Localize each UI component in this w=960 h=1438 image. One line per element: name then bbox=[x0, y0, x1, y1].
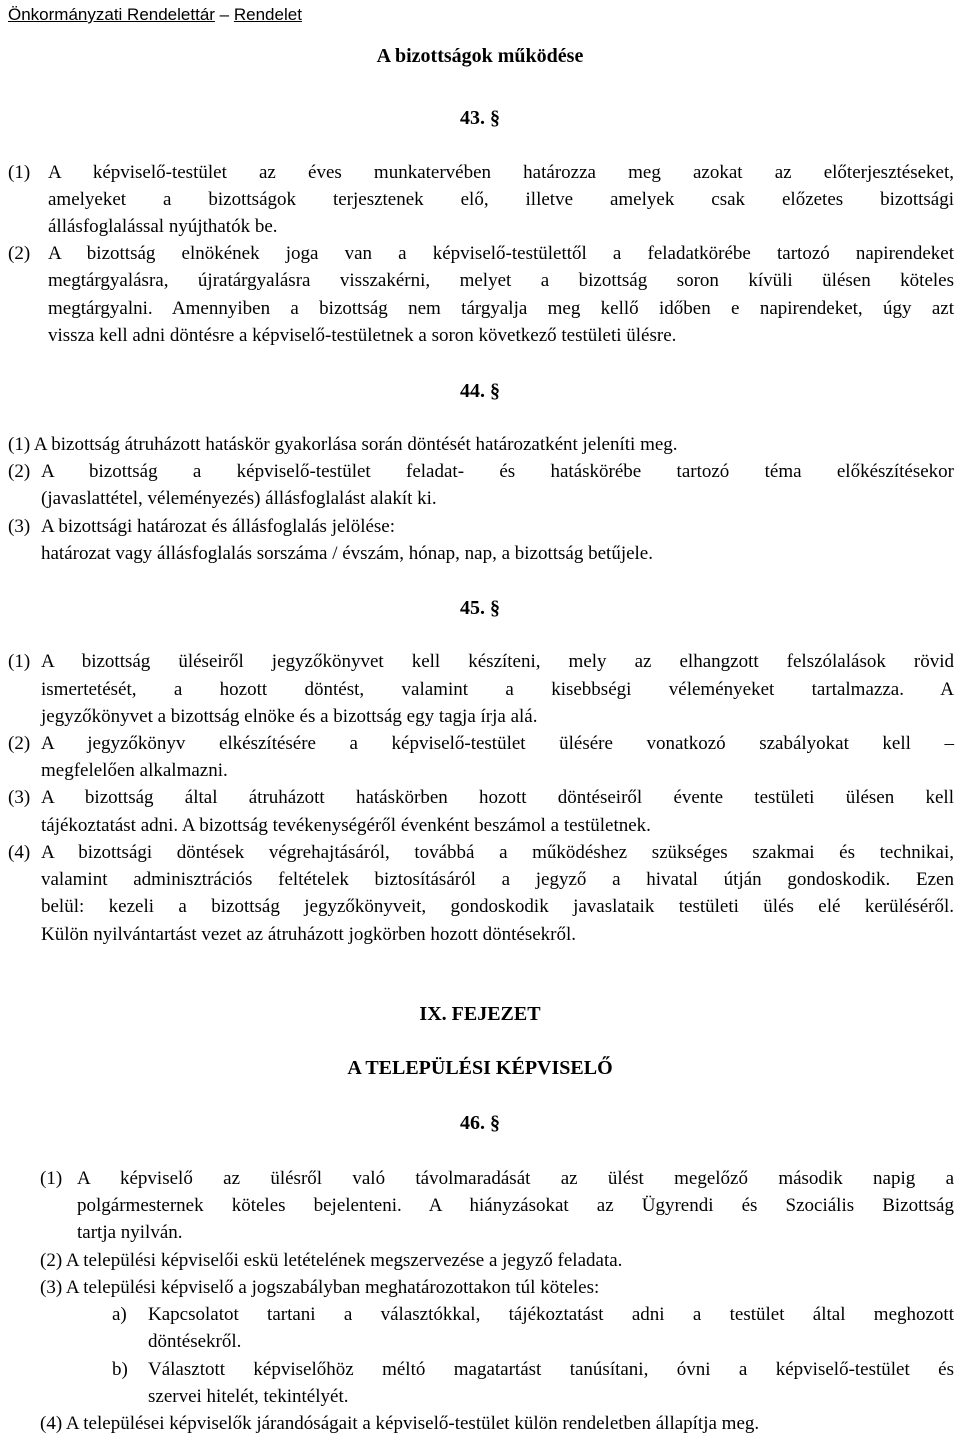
list-item-line: Kapcsolatot tartani a választókkal, tájékoztatást adni a testület által meghozott bbox=[148, 1304, 954, 1325]
paragraph-line: határozat vagy állásfoglalás sorszáma / évszám, hónap, nap, a bizottság betűjele. bbox=[41, 543, 653, 564]
section-45-title: 45. § bbox=[460, 597, 500, 619]
paragraph-line: állásfoglalással nyújthatók be. bbox=[48, 216, 278, 237]
paragraph-number: (2) bbox=[8, 243, 31, 264]
paragraph-line: A bizottság által átruházott hatáskörben hozott döntéseiről évente testületi ülésen kell bbox=[41, 787, 954, 808]
paragraph-line: (4) A települései képviselők járandóságait a képviselő-testület külön rendeletben állapítja meg. bbox=[40, 1413, 760, 1434]
list-item-marker: b) bbox=[112, 1359, 128, 1380]
paragraph-line: polgármesternek köteles bejelenteni. A hiányzásokat az Ügyrendi és Szociális Bizottság bbox=[77, 1195, 954, 1216]
paragraph-line: vissza kell adni döntésre a képviselő-testületnek a soron következő testületi ülésre. bbox=[48, 325, 677, 346]
list-item-line: Választott képviselőhöz méltó magatartást tanúsítani, óvni a képviselő-testület és bbox=[148, 1359, 954, 1380]
paragraph-line: (1) A bizottság átruházott hatáskör gyakorlása során döntését határozatként jeleníti meg. bbox=[8, 434, 678, 455]
paragraph-line: jegyzőkönyvet a bizottság elnöke és a bizottság egy tagja írja alá. bbox=[41, 706, 538, 727]
paragraph-line: (javaslattétel, véleményezés) állásfoglalást alakít ki. bbox=[41, 488, 437, 509]
chapter-title: A TELEPÜLÉSI KÉPVISELŐ bbox=[347, 1057, 613, 1079]
paragraph-line: A bizottsági döntések végrehajtásáról, továbbá a működéshez szükséges szakmai és technikai, bbox=[41, 842, 954, 863]
paragraph-number: (3) bbox=[8, 516, 31, 537]
breadcrumb-site-link[interactable]: Önkormányzati Rendelettár bbox=[8, 5, 215, 24]
list-item-marker: a) bbox=[112, 1304, 127, 1325]
paragraph-number: (2) bbox=[8, 461, 31, 482]
paragraph-number: (2) bbox=[8, 733, 31, 754]
section-46-title: 46. § bbox=[460, 1112, 500, 1134]
paragraph-line: A képviselő-testület az éves munkatervében határozza meg azokat az előterjesztéseket, bbox=[48, 162, 954, 183]
paragraph-number: (1) bbox=[8, 162, 31, 183]
breadcrumb bbox=[8, 4, 302, 26]
section-43-title: 43. § bbox=[460, 107, 500, 129]
paragraph-line: belül: kezeli a bizottság jegyzőkönyveit, gondoskodik javaslataik testületi ülés elé kerüléséről. bbox=[41, 896, 954, 917]
paragraph-number: (3) bbox=[8, 787, 31, 808]
section-heading: A bizottságok működése bbox=[376, 45, 584, 67]
paragraph-line: A bizottság elnökének joga van a képviselő-testülettől a feladatkörébe tartozó napirendeket bbox=[48, 243, 954, 264]
paragraph-line: (3) A települési képviselő a jogszabályban meghatározottakon túl köteles: bbox=[40, 1277, 600, 1298]
chapter-number: IX. FEJEZET bbox=[419, 1003, 541, 1025]
paragraph-line: megtárgyalásra, újratárgyalásra visszakérni, melyet a bizottság soron kívüli ülésen köteles bbox=[48, 270, 954, 291]
section-44-title: 44. § bbox=[460, 380, 500, 402]
paragraph-line: A bizottság a képviselő-testület feladat- és hatáskörébe tartozó téma előkészítésekor bbox=[41, 461, 954, 482]
paragraph-line: A képviselő az ülésről való távolmaradását az ülést megelőző második napig a bbox=[77, 1168, 954, 1189]
paragraph-line: A bizottság üléseiről jegyzőkönyvet kell készíteni, mely az elhangzott felszólalások rövid bbox=[41, 651, 954, 672]
paragraph-line: amelyeket a bizottságok terjesztenek elő, illetve amelyek csak előzetes bizottsági bbox=[48, 189, 954, 210]
paragraph-number: (4) bbox=[8, 842, 31, 863]
breadcrumb-page-link[interactable]: Rendelet bbox=[233, 5, 302, 24]
paragraph-number: (1) bbox=[8, 651, 31, 672]
paragraph-line: (2) A települési képviselői eskü letételének megszervezése a jegyző feladata. bbox=[40, 1250, 623, 1271]
paragraph-line: A jegyzőkönyv elkészítésére a képviselő-testület ülésére vonatkozó szabályokat kell – bbox=[41, 733, 954, 754]
paragraph-line: Külön nyilvántartást vezet az átruházott jogkörben hozott döntésekről. bbox=[41, 924, 576, 945]
paragraph-line: valamint adminisztrációs feltételek biztosításáról a jegyző a hivatal útján gondoskodik. Ezen bbox=[41, 869, 954, 890]
paragraph-line: tartja nyilván. bbox=[77, 1222, 183, 1243]
list-item-line: szervei hitelét, tekintélyét. bbox=[148, 1386, 349, 1407]
paragraph-line: A bizottsági határozat és állásfoglalás jelölése: bbox=[41, 516, 396, 537]
paragraph-line: megfelelően alkalmazni. bbox=[41, 760, 228, 781]
paragraph-line: ismertetését, a hozott döntést, valamint a kisebbségi véleményeket tartalmazza. A bbox=[41, 679, 954, 700]
paragraph-line: megtárgyalni. Amennyiben a bizottság nem tárgyalja meg kellő időben e napirendeket, úgy azt bbox=[48, 298, 954, 319]
paragraph-line: tájékoztatást adni. A bizottság tevékenységéről évenként beszámol a testületnek. bbox=[41, 815, 651, 836]
breadcrumb-separator: – bbox=[219, 5, 230, 24]
list-item-line: döntésekről. bbox=[148, 1331, 242, 1352]
paragraph-number: (1) bbox=[40, 1168, 63, 1189]
